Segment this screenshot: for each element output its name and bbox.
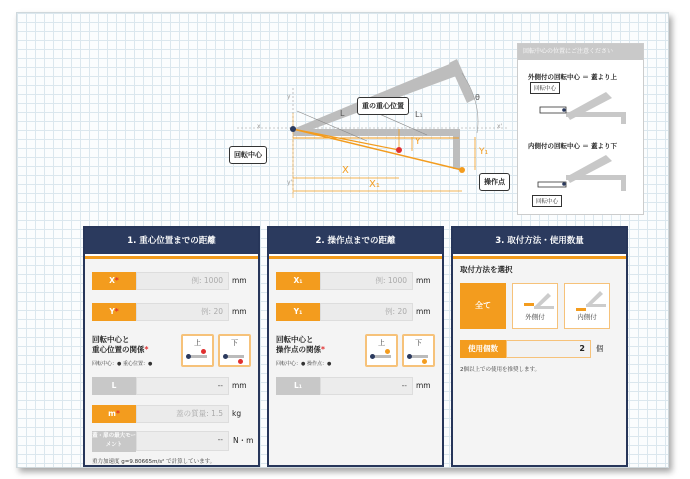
relation-label-line1: 回転中心と [92,335,130,344]
moment-unit: N・m [233,436,254,445]
outer-rotation-label: 回転中心 [530,82,560,94]
letter-x: X [342,165,349,176]
above-label-2: 上 [378,339,385,347]
panel-gravity-distance [83,226,260,467]
letter-y1: Y₁ [479,147,489,157]
outer-mount-icon [514,287,558,311]
qty-note: 2個以上での使用を推奨します。 [460,367,541,373]
relation-legend: 回転中心：● 重心位置：● [92,361,153,367]
mass-input[interactable]: 蓋の質量: 1.5 [136,405,229,423]
y1-label: Y₁ [276,303,320,321]
letter-x1: X₁ [369,179,380,190]
rotation-center-tag: 回転中心 [229,146,267,164]
panel-3-body [453,256,626,465]
letter-l1: L₁ [415,110,423,119]
l-unit: mm [232,381,247,390]
y-input[interactable]: 例: 20 [136,303,229,321]
moment-label: 蓋・扉の最大モーメント [92,431,136,452]
center-of-gravity-tag: 重の重心位置 [357,97,409,115]
moment-output: -- [136,431,229,451]
axis-y2-label: y' [287,179,293,186]
m-label: m* [92,405,136,423]
panel-2-title: 2. 操作点までの距離 [269,228,442,254]
gravity-note: 重力加速度 g=9.80665m/s² で計算しています。 [92,459,216,465]
relation2-label-line1: 回転中心と [276,335,314,344]
y1-input[interactable]: 例: 20 [320,303,413,321]
operation-point-tag: 操作点 [479,173,510,191]
notice-title: 回転中心の位置にご注意ください [518,44,643,60]
m-unit: kg [232,409,242,418]
l1-unit: mm [416,381,431,390]
inner-mount-illustration [526,149,636,199]
below-button-2[interactable] [402,334,435,367]
method-label: 取付方法を選択 [460,265,513,274]
axis-x2-label: x' [497,123,503,130]
axis-x-label: x [257,123,261,130]
method-outer-option[interactable] [512,283,558,329]
relation2-label-line2: 操作点の関係* [276,345,325,354]
panel-3-title: 3. 取付方法・使用数量 [453,228,626,254]
x-label: X* [92,272,136,290]
x1-label: X₁ [276,272,320,290]
inner-heading: 内側付の回転中心 ＝ 蓋より下 [528,142,618,150]
qty-label: 使用個数 [460,340,506,358]
method-outer-label: 外側付 [525,313,545,321]
qty-unit: 個 [596,344,604,353]
l-output: -- [136,377,229,395]
panel-1-title: 1. 重心位置までの距離 [85,228,258,254]
panel-mount-quantity [451,226,628,467]
letter-y: Y [415,137,421,147]
x-input[interactable]: 例: 1000 [136,272,229,290]
panel-2-body [269,256,442,465]
inner-mount-icon [566,287,610,311]
inner-rotation-label: 回転中心 [532,195,562,207]
rotation-center-notice [517,43,644,215]
qty-input[interactable]: 2 [506,340,591,358]
panel-operation-distance [267,226,444,467]
y-label: Y* [92,303,136,321]
y1-unit: mm [416,307,431,316]
method-all-option[interactable]: 全て [460,283,506,329]
relation2-legend: 回転中心：● 操作点：● [276,361,332,367]
below-label-2: 下 [415,339,422,347]
outer-heading: 外側付の回転中心 ＝ 蓋より上 [528,73,618,81]
above-label: 上 [194,339,201,347]
l1-output: -- [320,377,413,395]
above-button-2[interactable] [365,334,398,367]
diagram-graphic [227,53,517,218]
l1-label: L₁ [276,377,320,395]
axis-y-label: y [287,93,291,100]
l-label: L [92,377,136,395]
lid-diagram [227,53,517,218]
y-unit: mm [232,307,247,316]
method-inner-label: 内側付 [577,313,597,321]
below-label: 下 [231,339,238,347]
above-button[interactable] [181,334,214,367]
x-unit: mm [232,276,247,285]
x1-unit: mm [416,276,431,285]
relation-label-line2: 重心位置の関係* [92,345,149,354]
panel-1-body [85,256,258,465]
below-button[interactable] [218,334,251,367]
x1-input[interactable]: 例: 1000 [320,272,413,290]
letter-l: L [340,109,345,118]
method-inner-option[interactable] [564,283,610,329]
content-frame [16,12,669,468]
letter-theta: θ [475,93,480,102]
